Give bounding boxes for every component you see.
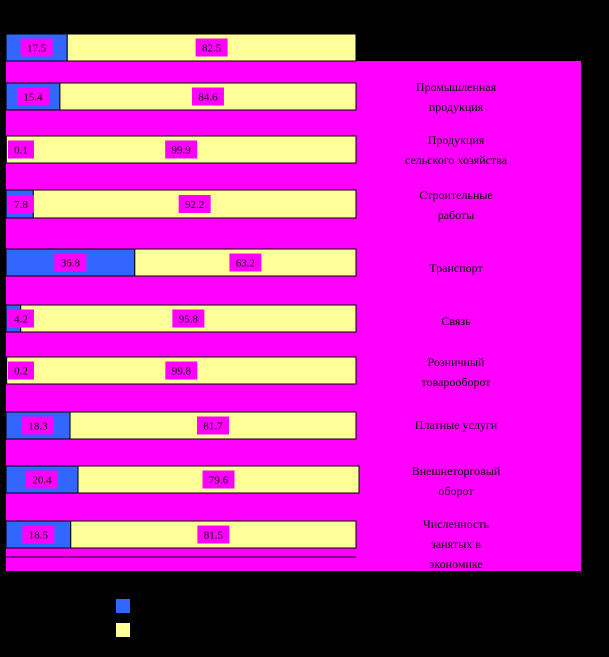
value-label-series-1-4: 36.8 — [60, 257, 81, 270]
category-label-6: Розничный товарооборот — [421, 355, 491, 389]
value-label-series-2-3: 92.2 — [185, 199, 205, 211]
value-label-series-2-1: 84.6 — [198, 91, 218, 104]
value-label-series-2-9: 81.5 — [203, 529, 223, 542]
value-label-series-1-0: 17.5 — [27, 42, 47, 55]
value-label-series-2-6: 99.8 — [171, 365, 191, 378]
category-label-7: Платные услуги — [414, 418, 498, 432]
value-label-series-1-3: 7.8 — [14, 199, 28, 211]
value-label-series-2-4: 63.2 — [235, 257, 256, 270]
value-label-series-2-5: 95.8 — [178, 313, 198, 326]
value-label-series-2-7: 81.7 — [203, 420, 223, 433]
category-label-8: Внешнеторговый оборот — [411, 464, 501, 498]
category-label-1: Промышленная продукция — [415, 80, 497, 114]
value-label-series-1-7: 18.3 — [28, 420, 48, 433]
value-label-series-1-2: 0.1 — [14, 144, 28, 157]
legend-swatch-series-1 — [116, 599, 130, 613]
value-label-series-2-2: 99.9 — [171, 144, 191, 157]
category-label-9: Численность занятых в экономике — [422, 517, 490, 571]
value-label-series-1-5: 4.2 — [14, 313, 28, 326]
value-label-series-1-1: 15.4 — [23, 91, 43, 104]
category-label-2: Продукция сельского хозяйства — [404, 133, 508, 167]
value-label-series-1-9: 18.5 — [28, 529, 48, 542]
legend — [116, 599, 130, 637]
value-label-series-1-8: 20.4 — [32, 474, 52, 487]
legend-swatch-series-2 — [116, 623, 130, 637]
category-label-4: Транспорт — [429, 261, 483, 275]
category-label-5: Связь — [441, 314, 471, 328]
value-label-series-2-0: 82.5 — [202, 42, 222, 55]
value-label-series-1-6: 0.2 — [14, 365, 28, 378]
value-label-series-2-8: 79.6 — [208, 474, 229, 487]
category-label-3: Строительные работы — [419, 188, 493, 222]
